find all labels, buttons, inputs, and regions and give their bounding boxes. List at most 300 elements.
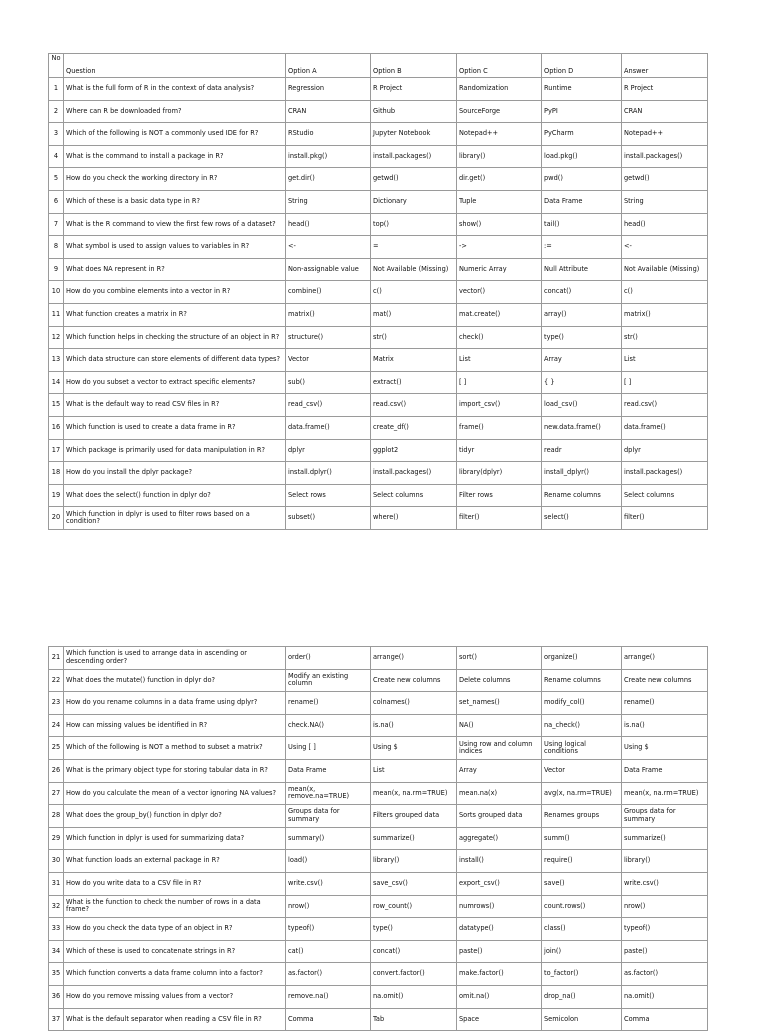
option-a: <- bbox=[286, 236, 371, 259]
option-d: pwd() bbox=[542, 168, 622, 191]
header-answer: Answer bbox=[622, 54, 708, 78]
option-a: CRAN bbox=[286, 100, 371, 123]
table-row bbox=[49, 236, 708, 259]
option-b: where() bbox=[371, 507, 457, 530]
option-d: concat() bbox=[542, 281, 622, 304]
question-number: 16 bbox=[49, 416, 64, 439]
question-text: What is the full form of R in the context of data analysis? bbox=[64, 78, 286, 101]
option-a: Select rows bbox=[286, 484, 371, 507]
table-row bbox=[49, 213, 708, 236]
option-c: paste() bbox=[457, 940, 542, 963]
option-c: library() bbox=[457, 145, 542, 168]
question-number: 26 bbox=[49, 759, 64, 782]
option-b: str() bbox=[371, 326, 457, 349]
option-b: na.omit() bbox=[371, 985, 457, 1008]
question-number: 17 bbox=[49, 439, 64, 462]
option-a: Data Frame bbox=[286, 759, 371, 782]
question-number: 28 bbox=[49, 805, 64, 828]
option-c: NA() bbox=[457, 714, 542, 737]
question-number: 24 bbox=[49, 714, 64, 737]
question-number: 13 bbox=[49, 349, 64, 372]
option-a: data.frame() bbox=[286, 416, 371, 439]
option-b: Dictionary bbox=[371, 190, 457, 213]
table-row bbox=[49, 349, 708, 372]
option-d: modify_col() bbox=[542, 692, 622, 715]
table-row bbox=[49, 714, 708, 737]
question-number: 35 bbox=[49, 963, 64, 986]
answer-text: <- bbox=[622, 236, 708, 259]
question-text: What function creates a matrix in R? bbox=[64, 303, 286, 326]
table-row bbox=[49, 850, 708, 873]
answer-text: CRAN bbox=[622, 100, 708, 123]
question-number: 1 bbox=[49, 78, 64, 101]
answer-text: typeof() bbox=[622, 918, 708, 941]
question-text: How do you calculate the mean of a vector ignoring NA values? bbox=[64, 782, 286, 805]
option-b: Filters grouped data bbox=[371, 805, 457, 828]
option-a: Groups data for summary bbox=[286, 805, 371, 828]
answer-text: Notepad++ bbox=[622, 123, 708, 146]
question-number: 36 bbox=[49, 985, 64, 1008]
answer-text: Groups data for summary bbox=[622, 805, 708, 828]
question-number: 18 bbox=[49, 462, 64, 485]
answer-text: head() bbox=[622, 213, 708, 236]
option-b: summarize() bbox=[371, 827, 457, 850]
question-text: How do you check the data type of an object in R? bbox=[64, 918, 286, 941]
answer-text: R Project bbox=[622, 78, 708, 101]
table-row bbox=[49, 963, 708, 986]
table-row bbox=[49, 100, 708, 123]
question-number: 30 bbox=[49, 850, 64, 873]
option-d: drop_na() bbox=[542, 985, 622, 1008]
table-row bbox=[49, 462, 708, 485]
question-text: What is the function to check the number of rows in a data frame? bbox=[64, 895, 286, 918]
option-c: vector() bbox=[457, 281, 542, 304]
table-row bbox=[49, 168, 708, 191]
answer-text: nrow() bbox=[622, 895, 708, 918]
table-row bbox=[49, 737, 708, 760]
answer-text: c() bbox=[622, 281, 708, 304]
table-row bbox=[49, 303, 708, 326]
option-d: Null Attribute bbox=[542, 258, 622, 281]
header-option-c: Option C bbox=[457, 54, 542, 78]
table-header-row bbox=[49, 54, 708, 78]
option-c: mean.na(x) bbox=[457, 782, 542, 805]
option-b: Not Available (Missing) bbox=[371, 258, 457, 281]
option-a: Modify an existing column bbox=[286, 669, 371, 692]
question-text: Which of the following is NOT a method to subset a matrix? bbox=[64, 737, 286, 760]
header-option-a: Option A bbox=[286, 54, 371, 78]
answer-text: na.omit() bbox=[622, 985, 708, 1008]
option-c: check() bbox=[457, 326, 542, 349]
table-row bbox=[49, 669, 708, 692]
option-d: organize() bbox=[542, 647, 622, 670]
option-d: { } bbox=[542, 371, 622, 394]
option-b: List bbox=[371, 759, 457, 782]
option-c: tidyr bbox=[457, 439, 542, 462]
option-b: extract() bbox=[371, 371, 457, 394]
question-text: Where can R be downloaded from? bbox=[64, 100, 286, 123]
question-number: 20 bbox=[49, 507, 64, 530]
table-row bbox=[49, 918, 708, 941]
option-d: require() bbox=[542, 850, 622, 873]
question-number: 9 bbox=[49, 258, 64, 281]
option-c: numrows() bbox=[457, 895, 542, 918]
table-row bbox=[49, 647, 708, 670]
answer-text: as.factor() bbox=[622, 963, 708, 986]
option-b: c() bbox=[371, 281, 457, 304]
answer-text: [ ] bbox=[622, 371, 708, 394]
table-row bbox=[49, 258, 708, 281]
option-b: convert.factor() bbox=[371, 963, 457, 986]
option-b: Create new columns bbox=[371, 669, 457, 692]
table-row bbox=[49, 190, 708, 213]
quiz-table-body-part-1 bbox=[49, 54, 708, 530]
option-c: Array bbox=[457, 759, 542, 782]
option-c: Notepad++ bbox=[457, 123, 542, 146]
option-c: Space bbox=[457, 1008, 542, 1031]
question-number: 6 bbox=[49, 190, 64, 213]
option-b: mean(x, na.rm=TRUE) bbox=[371, 782, 457, 805]
question-text: How do you combine elements into a vector in R? bbox=[64, 281, 286, 304]
answer-text: Create new columns bbox=[622, 669, 708, 692]
answer-text: dplyr bbox=[622, 439, 708, 462]
option-d: Runtime bbox=[542, 78, 622, 101]
option-a: remove.na() bbox=[286, 985, 371, 1008]
question-text: What is the default way to read CSV files in R? bbox=[64, 394, 286, 417]
table-row bbox=[49, 827, 708, 850]
question-number: 25 bbox=[49, 737, 64, 760]
option-d: Data Frame bbox=[542, 190, 622, 213]
option-a: rename() bbox=[286, 692, 371, 715]
option-d: Rename columns bbox=[542, 484, 622, 507]
answer-text: Using $ bbox=[622, 737, 708, 760]
question-text: What does the select() function in dplyr do? bbox=[64, 484, 286, 507]
option-a: Non-assignable value bbox=[286, 258, 371, 281]
answer-text: Comma bbox=[622, 1008, 708, 1031]
option-a: typeof() bbox=[286, 918, 371, 941]
option-c: Numeric Array bbox=[457, 258, 542, 281]
option-c: set_names() bbox=[457, 692, 542, 715]
answer-text: filter() bbox=[622, 507, 708, 530]
option-b: row_count() bbox=[371, 895, 457, 918]
question-number: 12 bbox=[49, 326, 64, 349]
option-d: Renames groups bbox=[542, 805, 622, 828]
option-c: Sorts grouped data bbox=[457, 805, 542, 828]
question-text: How do you install the dplyr package? bbox=[64, 462, 286, 485]
answer-text: Select columns bbox=[622, 484, 708, 507]
option-c: Tuple bbox=[457, 190, 542, 213]
option-d: select() bbox=[542, 507, 622, 530]
question-text: What does the group_by() function in dplyr do? bbox=[64, 805, 286, 828]
option-c: library(dplyr) bbox=[457, 462, 542, 485]
option-b: Using $ bbox=[371, 737, 457, 760]
option-a: subset() bbox=[286, 507, 371, 530]
answer-text: Not Available (Missing) bbox=[622, 258, 708, 281]
question-text: Which function in dplyr is used for summarizing data? bbox=[64, 827, 286, 850]
option-d: na_check() bbox=[542, 714, 622, 737]
option-d: type() bbox=[542, 326, 622, 349]
option-a: nrow() bbox=[286, 895, 371, 918]
question-text: Which function in dplyr is used to filter rows based on a condition? bbox=[64, 507, 286, 530]
option-b: arrange() bbox=[371, 647, 457, 670]
question-text: What does NA represent in R? bbox=[64, 258, 286, 281]
table-row bbox=[49, 940, 708, 963]
table-row bbox=[49, 416, 708, 439]
answer-text: mean(x, na.rm=TRUE) bbox=[622, 782, 708, 805]
question-text: How can missing values be identified in R? bbox=[64, 714, 286, 737]
question-number: 19 bbox=[49, 484, 64, 507]
question-number: 29 bbox=[49, 827, 64, 850]
option-d: avg(x, na.rm=TRUE) bbox=[542, 782, 622, 805]
table-row bbox=[49, 484, 708, 507]
question-number: 8 bbox=[49, 236, 64, 259]
option-b: mat() bbox=[371, 303, 457, 326]
question-text: What is the default separator when reading a CSV file in R? bbox=[64, 1008, 286, 1031]
table-row bbox=[49, 439, 708, 462]
question-text: What function loads an external package in R? bbox=[64, 850, 286, 873]
answer-text: Data Frame bbox=[622, 759, 708, 782]
option-c: dir.get() bbox=[457, 168, 542, 191]
option-a: summary() bbox=[286, 827, 371, 850]
option-c: make.factor() bbox=[457, 963, 542, 986]
option-b: Select columns bbox=[371, 484, 457, 507]
option-a: get.dir() bbox=[286, 168, 371, 191]
table-row bbox=[49, 371, 708, 394]
option-d: summ() bbox=[542, 827, 622, 850]
table-row bbox=[49, 985, 708, 1008]
answer-text: summarize() bbox=[622, 827, 708, 850]
question-number: 34 bbox=[49, 940, 64, 963]
option-d: load_csv() bbox=[542, 394, 622, 417]
option-b: = bbox=[371, 236, 457, 259]
option-d: Using logical conditions bbox=[542, 737, 622, 760]
header-option-d: Option D bbox=[542, 54, 622, 78]
answer-text: install.packages() bbox=[622, 145, 708, 168]
option-b: colnames() bbox=[371, 692, 457, 715]
option-d: join() bbox=[542, 940, 622, 963]
option-c: SourceForge bbox=[457, 100, 542, 123]
option-a: load() bbox=[286, 850, 371, 873]
question-text: Which function converts a data frame column into a factor? bbox=[64, 963, 286, 986]
option-d: Rename columns bbox=[542, 669, 622, 692]
option-c: Using row and column indices bbox=[457, 737, 542, 760]
question-text: How do you remove missing values from a vector? bbox=[64, 985, 286, 1008]
question-number: 31 bbox=[49, 872, 64, 895]
option-a: read_csv() bbox=[286, 394, 371, 417]
question-text: What is the primary object type for storing tabular data in R? bbox=[64, 759, 286, 782]
option-a: sub() bbox=[286, 371, 371, 394]
question-text: Which data structure can store elements of different data types? bbox=[64, 349, 286, 372]
question-text: Which of these is a basic data type in R? bbox=[64, 190, 286, 213]
option-a: RStudio bbox=[286, 123, 371, 146]
option-d: new.data.frame() bbox=[542, 416, 622, 439]
option-b: type() bbox=[371, 918, 457, 941]
question-text: Which function helps in checking the structure of an object in R? bbox=[64, 326, 286, 349]
option-c: -> bbox=[457, 236, 542, 259]
table-row bbox=[49, 895, 708, 918]
table-row bbox=[49, 78, 708, 101]
question-number: 5 bbox=[49, 168, 64, 191]
question-text: What is the R command to view the first few rows of a dataset? bbox=[64, 213, 286, 236]
option-c: show() bbox=[457, 213, 542, 236]
answer-text: String bbox=[622, 190, 708, 213]
option-b: is.na() bbox=[371, 714, 457, 737]
option-c: List bbox=[457, 349, 542, 372]
option-b: Jupyter Notebook bbox=[371, 123, 457, 146]
question-number: 2 bbox=[49, 100, 64, 123]
answer-text: getwd() bbox=[622, 168, 708, 191]
option-a: install.dplyr() bbox=[286, 462, 371, 485]
option-a: as.factor() bbox=[286, 963, 371, 986]
quiz-table-part-2 bbox=[48, 646, 708, 1031]
option-a: install.pkg() bbox=[286, 145, 371, 168]
option-b: Github bbox=[371, 100, 457, 123]
option-c: datatype() bbox=[457, 918, 542, 941]
option-a: head() bbox=[286, 213, 371, 236]
option-a: check.NA() bbox=[286, 714, 371, 737]
option-c: export_csv() bbox=[457, 872, 542, 895]
option-b: top() bbox=[371, 213, 457, 236]
option-a: Regression bbox=[286, 78, 371, 101]
table-row bbox=[49, 692, 708, 715]
question-number: 11 bbox=[49, 303, 64, 326]
table-row bbox=[49, 1008, 708, 1031]
table-row bbox=[49, 759, 708, 782]
table-row bbox=[49, 394, 708, 417]
option-a: write.csv() bbox=[286, 872, 371, 895]
option-d: to_factor() bbox=[542, 963, 622, 986]
answer-text: str() bbox=[622, 326, 708, 349]
option-b: library() bbox=[371, 850, 457, 873]
question-text: Which function is used to create a data frame in R? bbox=[64, 416, 286, 439]
option-b: save_csv() bbox=[371, 872, 457, 895]
option-a: Vector bbox=[286, 349, 371, 372]
question-number: 32 bbox=[49, 895, 64, 918]
option-c: Randomization bbox=[457, 78, 542, 101]
answer-text: read.csv() bbox=[622, 394, 708, 417]
answer-text: data.frame() bbox=[622, 416, 708, 439]
question-text: Which of the following is NOT a commonly used IDE for R? bbox=[64, 123, 286, 146]
option-d: class() bbox=[542, 918, 622, 941]
option-d: array() bbox=[542, 303, 622, 326]
question-text: How do you subset a vector to extract specific elements? bbox=[64, 371, 286, 394]
question-number: 10 bbox=[49, 281, 64, 304]
option-d: PyPI bbox=[542, 100, 622, 123]
option-a: Using [ ] bbox=[286, 737, 371, 760]
option-c: [ ] bbox=[457, 371, 542, 394]
option-d: save() bbox=[542, 872, 622, 895]
table-row bbox=[49, 281, 708, 304]
header-no: No bbox=[49, 54, 64, 78]
option-c: Filter rows bbox=[457, 484, 542, 507]
question-number: 3 bbox=[49, 123, 64, 146]
option-d: readr bbox=[542, 439, 622, 462]
option-a: cat() bbox=[286, 940, 371, 963]
question-text: Which of these is used to concatenate strings in R? bbox=[64, 940, 286, 963]
table-row bbox=[49, 872, 708, 895]
option-d: := bbox=[542, 236, 622, 259]
option-d: install_dplyr() bbox=[542, 462, 622, 485]
option-b: create_df() bbox=[371, 416, 457, 439]
answer-text: matrix() bbox=[622, 303, 708, 326]
answer-text: is.na() bbox=[622, 714, 708, 737]
option-c: mat.create() bbox=[457, 303, 542, 326]
option-a: combine() bbox=[286, 281, 371, 304]
option-b: concat() bbox=[371, 940, 457, 963]
option-b: R Project bbox=[371, 78, 457, 101]
option-c: omit.na() bbox=[457, 985, 542, 1008]
option-c: aggregate() bbox=[457, 827, 542, 850]
option-d: Semicolon bbox=[542, 1008, 622, 1031]
question-number: 23 bbox=[49, 692, 64, 715]
question-text: What is the command to install a package in R? bbox=[64, 145, 286, 168]
option-d: count.rows() bbox=[542, 895, 622, 918]
table-row bbox=[49, 805, 708, 828]
question-text: How do you check the working directory in R? bbox=[64, 168, 286, 191]
question-text: How do you write data to a CSV file in R? bbox=[64, 872, 286, 895]
question-number: 33 bbox=[49, 918, 64, 941]
table-row bbox=[49, 123, 708, 146]
option-a: structure() bbox=[286, 326, 371, 349]
answer-text: rename() bbox=[622, 692, 708, 715]
option-a: order() bbox=[286, 647, 371, 670]
question-number: 21 bbox=[49, 647, 64, 670]
answer-text: install.packages() bbox=[622, 462, 708, 485]
question-number: 37 bbox=[49, 1008, 64, 1031]
option-c: install() bbox=[457, 850, 542, 873]
question-number: 27 bbox=[49, 782, 64, 805]
option-d: load.pkg() bbox=[542, 145, 622, 168]
option-c: filter() bbox=[457, 507, 542, 530]
option-c: Delete columns bbox=[457, 669, 542, 692]
header-option-b: Option B bbox=[371, 54, 457, 78]
option-a: String bbox=[286, 190, 371, 213]
option-a: Comma bbox=[286, 1008, 371, 1031]
table-row bbox=[49, 782, 708, 805]
option-a: mean(x, remove.na=TRUE) bbox=[286, 782, 371, 805]
option-b: install.packages() bbox=[371, 145, 457, 168]
option-b: Matrix bbox=[371, 349, 457, 372]
option-d: Vector bbox=[542, 759, 622, 782]
option-d: tail() bbox=[542, 213, 622, 236]
question-text: Which function is used to arrange data in ascending or descending order? bbox=[64, 647, 286, 670]
question-number: 4 bbox=[49, 145, 64, 168]
option-b: Tab bbox=[371, 1008, 457, 1031]
question-number: 22 bbox=[49, 669, 64, 692]
option-c: sort() bbox=[457, 647, 542, 670]
answer-text: paste() bbox=[622, 940, 708, 963]
answer-text: write.csv() bbox=[622, 872, 708, 895]
option-a: matrix() bbox=[286, 303, 371, 326]
question-text: What symbol is used to assign values to variables in R? bbox=[64, 236, 286, 259]
question-text: What does the mutate() function in dplyr do? bbox=[64, 669, 286, 692]
option-d: Array bbox=[542, 349, 622, 372]
option-c: import_csv() bbox=[457, 394, 542, 417]
option-b: install.packages() bbox=[371, 462, 457, 485]
question-text: How do you rename columns in a data frame using dplyr? bbox=[64, 692, 286, 715]
option-b: read.csv() bbox=[371, 394, 457, 417]
header-question: Question bbox=[64, 54, 286, 78]
answer-text: library() bbox=[622, 850, 708, 873]
option-a: dplyr bbox=[286, 439, 371, 462]
quiz-table-body-part-2 bbox=[49, 647, 708, 1031]
table-row bbox=[49, 507, 708, 530]
option-b: getwd() bbox=[371, 168, 457, 191]
option-c: frame() bbox=[457, 416, 542, 439]
option-b: ggplot2 bbox=[371, 439, 457, 462]
quiz-table-part-1 bbox=[48, 53, 708, 530]
question-number: 15 bbox=[49, 394, 64, 417]
